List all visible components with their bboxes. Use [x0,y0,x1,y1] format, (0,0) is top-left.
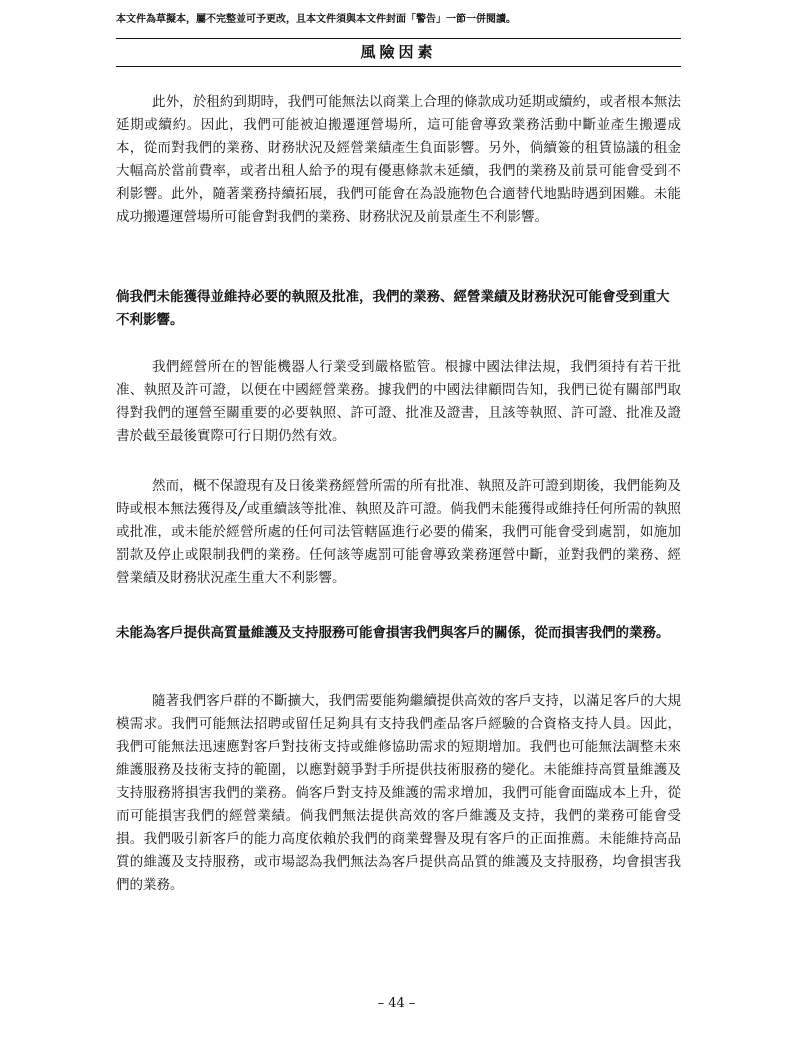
page-number: – 44 – [377,996,416,1011]
header-rule-top [116,38,681,39]
heading-licenses-approvals: 倘我們未能獲得並維持必要的執照及批准，我們的業務、經營業績及財務狀況可能會受到重大不利影響。 [116,289,670,328]
paragraph-lease-renewal: 此外，於租約到期時，我們可能無法以商業上合理的條款成功延期或續約，或者根本無法延期或續約。因此，我們可能被迫搬遷運營場所，這可能會導致業務活動中斷並產生搬遷成本，從而對我們的業務、財務狀況及經營業績產生負面影響。另外，倘續簽的租賃協議的租金大幅高於當前費率，或者出租人給予的現有優惠條款未延續，我們的業務及前景可能會受到不利影響。此外，隨著業務持續拓展，我們可能會在為設施物色合適替代地點時遇到困難。未能成功搬遷運營場所可能會對我們的業務、財務狀況及前景產生不利影響。 [116,94,681,225]
paragraph-customer-support: 隨著我們客戶群的不斷擴大，我們需要能夠繼續提供高效的客戶支持，以滿足客戶的大規模需求。我們可能無法招聘或留任足夠具有支持我們產品客戶經驗的合資格支持人員。因此，我們可能無法迅速應對客戶對技術支持或維修協助需求的短期增加。我們也可能無法調整未來維護服務及技術支持的範圍，以應對競爭對手所提供技術服務的變化。未能維持高質量維護及支持服務將損害我們的業務。倘客戶對支持及維護的需求增加，我們可能會面臨成本上升，從而可能損害我們的經營業績。倘我們無法提供高效的客戶維護及支持，我們的業務可能會受損。我們吸引新客戶的能力高度依賴於我們的商業聲譽及現有客戶的正面推薦。未能維持高品質的維護及支持服務，或市場認為我們無法為客戶提供高品質的維護及支持服務，均會損害我們的業務。 [116,693,681,893]
heading-maintenance-support: 未能為客戶提供高質量維護及支持服務可能會損害我們與客戶的關係，從而損害我們的業務。 [116,625,670,641]
section-title: 風險因素 [360,43,437,61]
paragraph-no-assurance-permits: 然而，概不保證現有及日後業務經營所需的所有批准、執照及許可證到期後，我們能夠及時或根本無法獲得及╱或重續該等批准、執照及許可證。倘我們未能獲得或維持任何所需的執照或批准，或未能於經營所處的任何司法管轄區進行必要的備案，我們可能會受到處罰，如施加罰款及停止或限制我們的業務。任何該等處罰可能會導致業務運營中斷，並對我們的業務、經營業績及財務狀況產生重大不利影響。 [116,478,681,586]
draft-disclaimer: 本文件為草擬本，屬不完整並可予更改，且本文件須與本文件封面「警告」一節一併閱讀。 [116,14,516,25]
paragraph-regulated-industry: 我們經營所在的智能機器人行業受到嚴格監管。根據中國法律法規，我們須持有若干批准、執照及許可證，以便在中國經營業務。據我們的中國法律顧問告知，我們已從有關部門取得對我們的運營至關重要的必要執照、許可證、批准及證書，且該等執照、許可證、批准及證書於截至最後實際可行日期仍然有效。 [116,359,681,444]
header-rule-bottom [116,66,681,67]
